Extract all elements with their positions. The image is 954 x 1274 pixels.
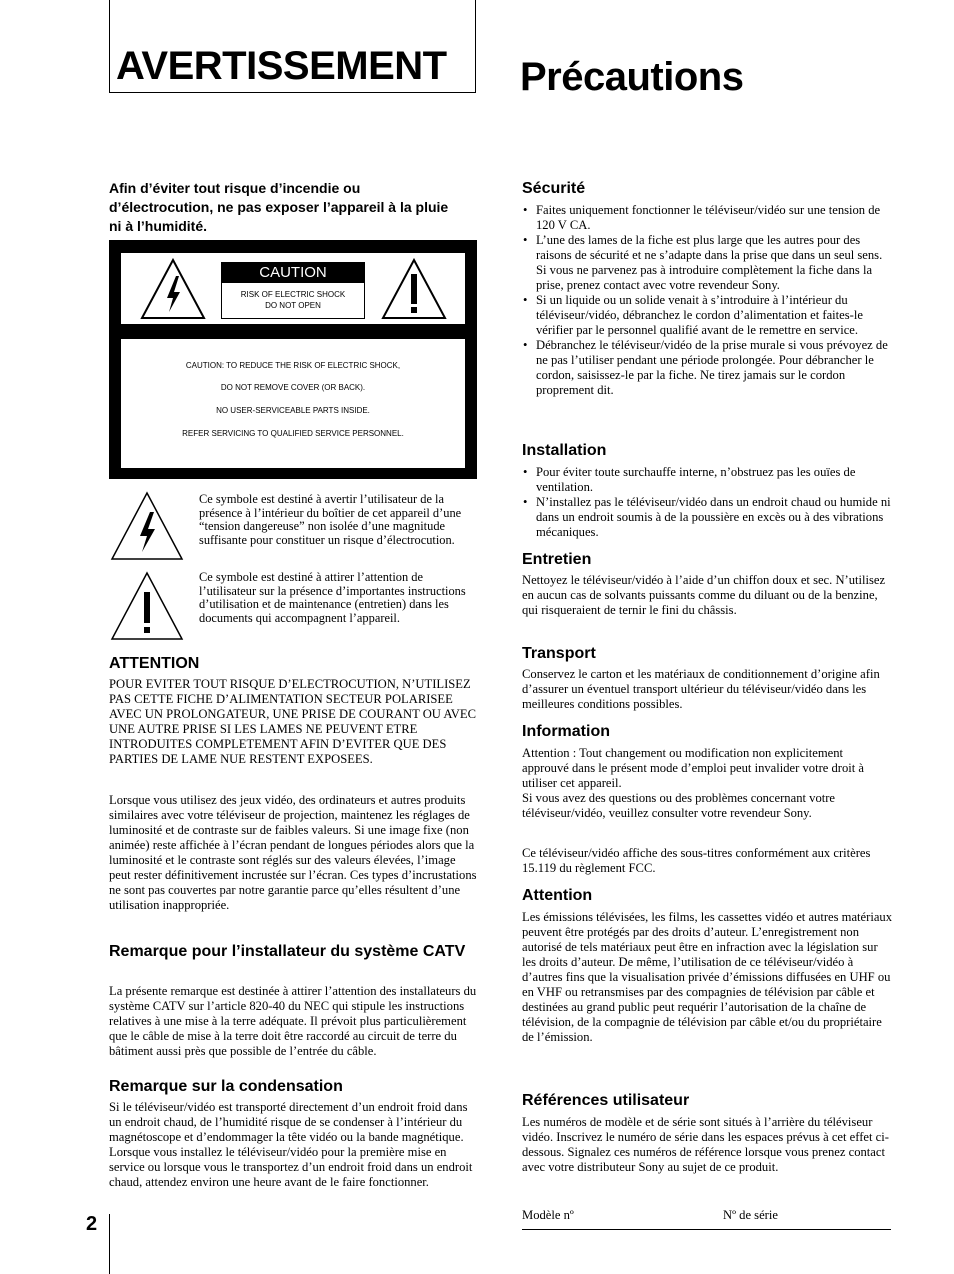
exclamation-triangle-icon [381, 258, 447, 320]
information-text-2: Si vous avez des questions ou des problèmes concernant votre téléviseur/vidéo, veuillez consulter votre revendeur Sony. [522, 791, 836, 820]
information-text-3: Ce téléviseur/vidéo affiche des sous-titres conformément aux critères 15.119 du règlement FCC. [522, 846, 871, 875]
reference-fields-line [522, 1229, 891, 1230]
attention-heading: ATTENTION [109, 655, 200, 672]
page-title-avertissement: AVERTISSEMENT [116, 44, 447, 88]
lightning-symbol-description: Ce symbole est destiné à avertir l’utilisateur de la présence à l’intérieur du boîtier de cet appareil d’une “tension dangereuse” non isolée d’une magnitude suffisante pour constituer un risque d’électrocution. [199, 492, 462, 547]
page-number: 2 [86, 1213, 98, 1235]
caution-label-text [222, 289, 364, 311]
attention-caps-text: POUR EVITER TOUT RISQUE D’ELECTROCUTION, N’UTILISEZ PAS CETTE FICHE D’ALIMENTATION SECTEUR POLARISEE AVEC UN PROLONGATEUR, UNE PRISE DE COURANT OU AVEC UNE AUTRE PRISE SI LES LAMES NE PEUVENT ETRE INTRODUITES COMPLETEMENT AFIN D’EVITER QUE DES PARTIES DE LAME NUE RESTENT EXPOSEES. [109, 677, 476, 766]
caution-label-line2: DO NOT OPEN [265, 301, 321, 310]
catv-heading: Remarque pour l’installateur du système CATV [109, 943, 466, 960]
attention-right-text: Les émissions télévisées, les films, les cassettes vidéo et autres matériaux peuvent être protégés par des droits d’auteur. L’enregistrement non autorisé de tels matériaux peut être en infraction avec la législation sur les droits d’auteur. De même, l’utilisation de ce téléviseur/vidéo à d’autres fins que la visualisation privée d’émissions diffusées en UHF ou en VHF ou retransmises par des compagnies de télévision par câble et destinées au grand public peut requérir l’autorisation de la chaîne de télévision, de la compagnie de télévision par câble et/ou du propriétaire de l’émission. [522, 910, 893, 1044]
serial-number-label: Nº de série [723, 1208, 778, 1222]
caution-label-header: CAUTION [222, 263, 364, 283]
list-item: • N’installez pas le téléviseur/vidéo dans un endroit chaud ou humide ni dans un endroit soumis à de la poussière en excès ou à des vibrations mécaniques. [522, 495, 892, 540]
margin-rule [109, 1214, 110, 1274]
exclamation-symbol-description: Ce symbole est destiné à attirer l’attention de l’utilisateur sur la présence d’importantes instructions d’utilisation et de maintenance (entretien) dans les documents qui accompagnent l’appareil. [199, 570, 466, 625]
lightning-triangle-icon [140, 258, 206, 320]
transport-text: Conservez le carton et les matériaux de conditionnement d’origine afin d’assurer un éventuel transport ultérieur du téléviseur/vidéo dans les meilleures conditions possibles. [522, 667, 880, 711]
model-number-label: Modèle nº [522, 1208, 574, 1222]
caution-panel-bottom [121, 339, 465, 468]
installation-list [522, 465, 892, 540]
lightning-symbol-icon [109, 490, 185, 562]
entretien-heading: Entretien [522, 551, 592, 568]
list-item: • Pour éviter toute surchauffe interne, n’obstruez pas les ouïes de ventilation. [522, 465, 892, 495]
exclamation-symbol-icon [109, 570, 185, 642]
list-item: • Débranchez le téléviseur/vidéo de la prise murale si vous prévoyez de ne pas l’utiliser pendant une période prolongée. Pour débrancher le cordon, saisissez-le par la fiche. Ne tirez jamais sur le cordon proprement dit. [522, 338, 892, 398]
references-heading: Références utilisateur [522, 1092, 690, 1109]
condensation-text: Si le téléviseur/vidéo est transporté directement d’un endroit froid dans un endroit chaud, de l’humidité risque de se condenser à l’intérieur du magnétoscope et d’endommager la tête vidéo ou la bande magnétique. Lorsque vous installez le téléviseur/vidéo pour la première mise en service ou lorsque vous le transportez d’un endroit froid dans un endroit chaud, attendez environ une heure avant de le faire fonctionner. [109, 1100, 473, 1189]
caution-notice-line: DO NOT REMOVE COVER (OR BACK). [220, 383, 366, 392]
list-item: • L’une des lames de la fiche est plus large que les autres pour des raisons de sécurité et ne s’adapte dans la prise que dans un seul sens. Si vous ne parvenez pas à introduire complètement la fiche dans la prise, prenez contact avec votre revendeur Sony. [522, 233, 892, 293]
transport-heading: Transport [522, 645, 596, 662]
list-item: • Si un liquide ou un solide venait à s’introduire à l’intérieur du téléviseur/vidéo, débranchez le cordon d’alimentation et faites-le vérifier par le personnel qualifié avant de le remettre en service. [522, 293, 892, 338]
caution-label-line1: RISK OF ELECTRIC SHOCK [240, 290, 346, 299]
references-text: Les numéros de modèle et de série sont situés à l’arrière du téléviseur vidéo. Inscrivez le numéro de série dans les espaces prévus à cet effet ci-dessous. Signalez ces numéros de référence lorsque vous prenez contact avec votre distributeur Sony au sujet de ce produit. [522, 1115, 889, 1174]
caution-notice-line: REFER SERVICING TO QUALIFIED SERVICE PERSONNEL. [182, 429, 404, 438]
catv-text: La présente remarque est destinée à attirer l’attention des installateurs du système CATV sur l’article 820-40 du NEC qui stipule les instructions relatives à une mise à la terre adéquate. Il prévoit plus particulièrement que le câble de mise à la terre doit être raccordé au circuit de terre du bâtiment aussi près que possible de l’entrée du câble. [109, 984, 477, 1058]
condensation-heading: Remarque sur la condensation [109, 1078, 343, 1095]
securite-heading: Sécurité [522, 180, 586, 197]
information-heading: Information [522, 723, 610, 740]
installation-heading: Installation [522, 442, 607, 459]
projection-warning-text: Lorsque vous utilisez des jeux vidéo, des ordinateurs et autres produits similaires avec votre téléviseur de projection, maintenez les réglages de luminosité et de contraste sur de faibles valeurs. Si une image fixe (non animée) reste affichée à l’écran pendant de longues périodes alors que la luminosité et le contraste sont réglés sur des valeurs élevées, l’image peut rester définitivement incrustée sur l’écran. Ces types d’incrustations ne sont pas couvertes par notre garantie parce qu’elles résultent d’une utilisation inappropriée. [109, 793, 477, 912]
securite-list [522, 203, 892, 398]
information-text-1: Attention : Tout changement ou modification non explicitement approuvé dans le présent mode d’emploi peut invalider votre droit à utiliser cet appareil. [522, 746, 865, 790]
entretien-text: Nettoyez le téléviseur/vidéo à l’aide d’un chiffon doux et sec. N’utilisez en aucun cas de solvants puissants comme du diluant ou de la benzine, qui risqueraient de ternir le fini du châssis. [522, 573, 886, 617]
lead-warning: Afin d’éviter tout risque d’incendie ou d’électrocution, ne pas exposer l’appareil à la pluie ni à l’humidité. [109, 180, 449, 234]
list-item: • Faites uniquement fonctionner le téléviseur/vidéo sur une tension de 120 V CA. [522, 203, 892, 233]
attention-right-heading: Attention [522, 887, 593, 904]
caution-notice-line: CAUTION: TO REDUCE THE RISK OF ELECTRIC SHOCK, [185, 361, 401, 370]
page-title-precautions: Précautions [520, 55, 744, 99]
caution-notice-line: NO USER-SERVICEABLE PARTS INSIDE. [216, 406, 370, 415]
